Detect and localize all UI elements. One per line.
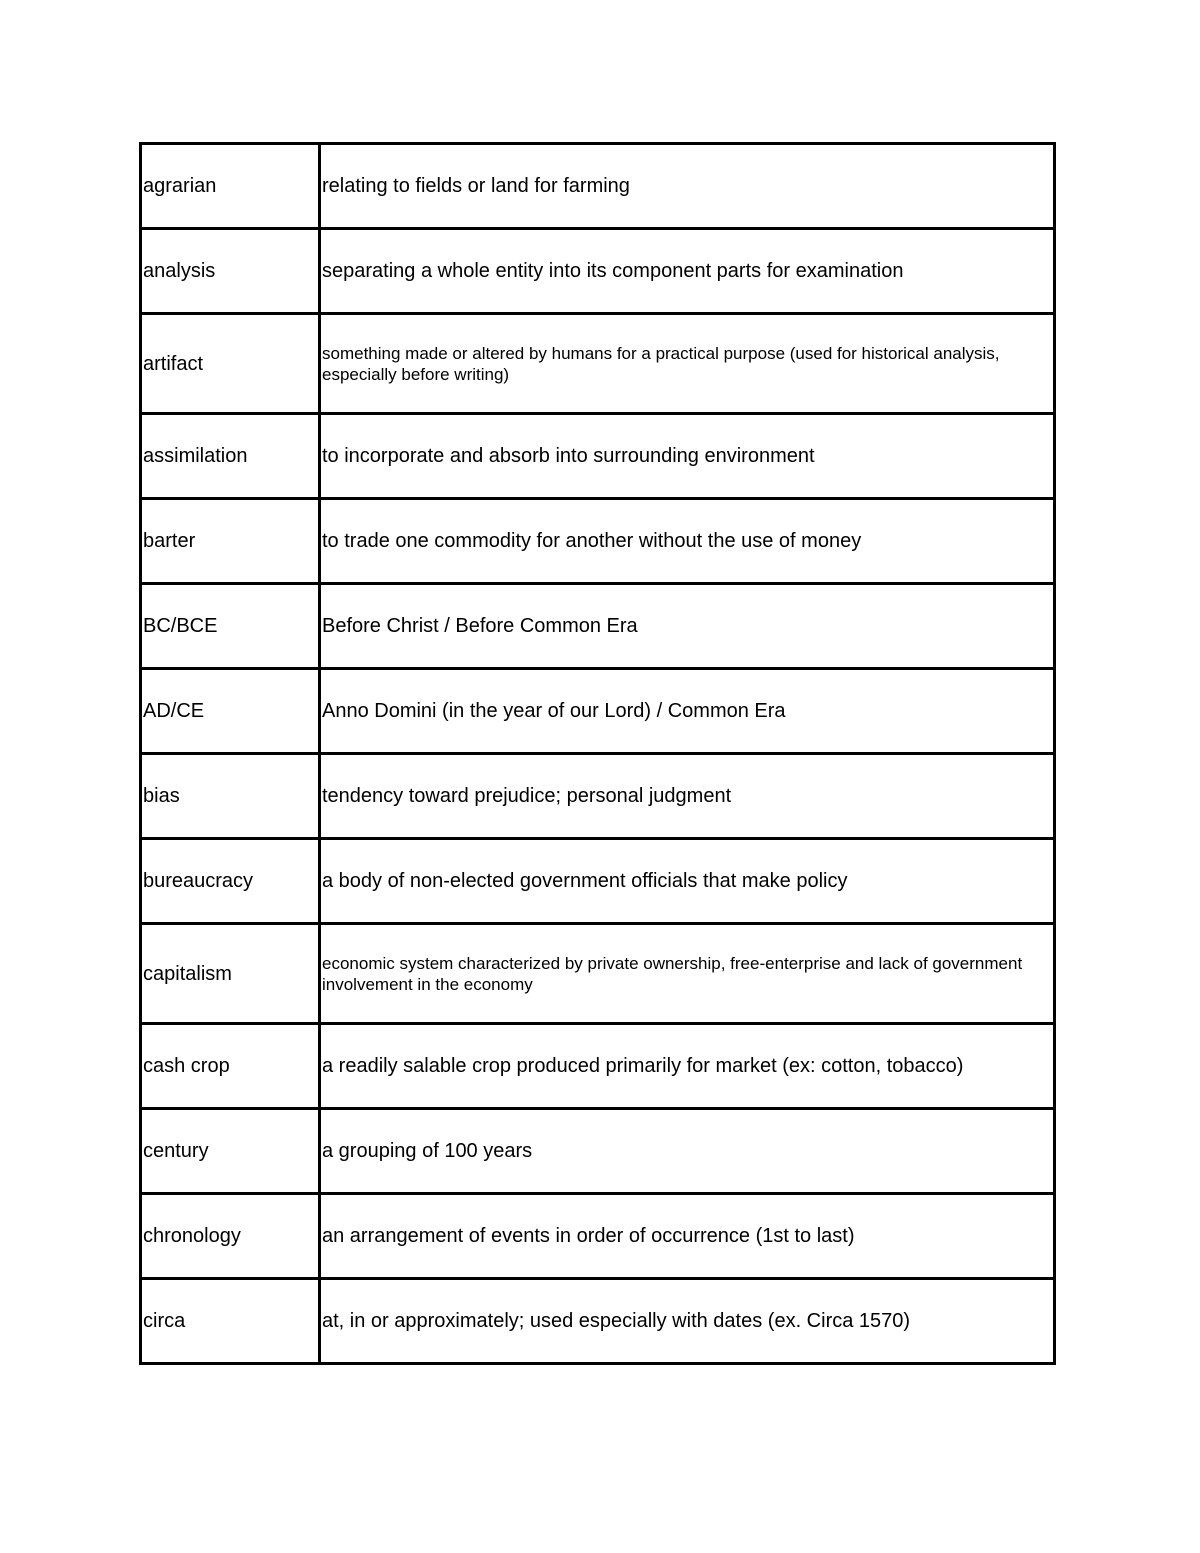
term-cell: agrarian	[141, 144, 320, 229]
definition-cell: something made or altered by humans for a practical purpose (used for historical analysis, especially before writing)	[320, 314, 1055, 414]
definition-cell: at, in or approximately; used especially with dates (ex. Circa 1570)	[320, 1279, 1055, 1364]
definition-cell: Anno Domini (in the year of our Lord) / Common Era	[320, 669, 1055, 754]
term-cell: bias	[141, 754, 320, 839]
term-cell: capitalism	[141, 924, 320, 1024]
table-row	[141, 1109, 1055, 1194]
term-cell: barter	[141, 499, 320, 584]
glossary-table	[139, 142, 1056, 1365]
term-cell: BC/BCE	[141, 584, 320, 669]
term-cell: cash crop	[141, 1024, 320, 1109]
definition-cell: separating a whole entity into its component parts for examination	[320, 229, 1055, 314]
table-row	[141, 144, 1055, 229]
definition-cell: an arrangement of events in order of occurrence (1st to last)	[320, 1194, 1055, 1279]
definition-cell: a body of non-elected government officials that make policy	[320, 839, 1055, 924]
term-cell: bureaucracy	[141, 839, 320, 924]
term-cell: chronology	[141, 1194, 320, 1279]
term-cell: AD/CE	[141, 669, 320, 754]
definition-cell: relating to fields or land for farming	[320, 144, 1055, 229]
table-row	[141, 924, 1055, 1024]
table-row	[141, 754, 1055, 839]
table-row	[141, 1024, 1055, 1109]
definition-cell: a readily salable crop produced primarily for market (ex: cotton, tobacco)	[320, 1024, 1055, 1109]
table-row	[141, 499, 1055, 584]
table-row	[141, 314, 1055, 414]
definition-cell: to incorporate and absorb into surrounding environment	[320, 414, 1055, 499]
definition-cell: tendency toward prejudice; personal judgment	[320, 754, 1055, 839]
table-row	[141, 1279, 1055, 1364]
definition-cell: a grouping of 100 years	[320, 1109, 1055, 1194]
definition-cell: to trade one commodity for another without the use of money	[320, 499, 1055, 584]
term-cell: artifact	[141, 314, 320, 414]
term-cell: circa	[141, 1279, 320, 1364]
term-cell: century	[141, 1109, 320, 1194]
table-row	[141, 584, 1055, 669]
table-row	[141, 1194, 1055, 1279]
term-cell: assimilation	[141, 414, 320, 499]
definition-cell: economic system characterized by private ownership, free-enterprise and lack of government involvement in the economy	[320, 924, 1055, 1024]
table-row	[141, 229, 1055, 314]
table-row	[141, 669, 1055, 754]
definition-cell: Before Christ / Before Common Era	[320, 584, 1055, 669]
table-row	[141, 839, 1055, 924]
table-row	[141, 414, 1055, 499]
term-cell: analysis	[141, 229, 320, 314]
